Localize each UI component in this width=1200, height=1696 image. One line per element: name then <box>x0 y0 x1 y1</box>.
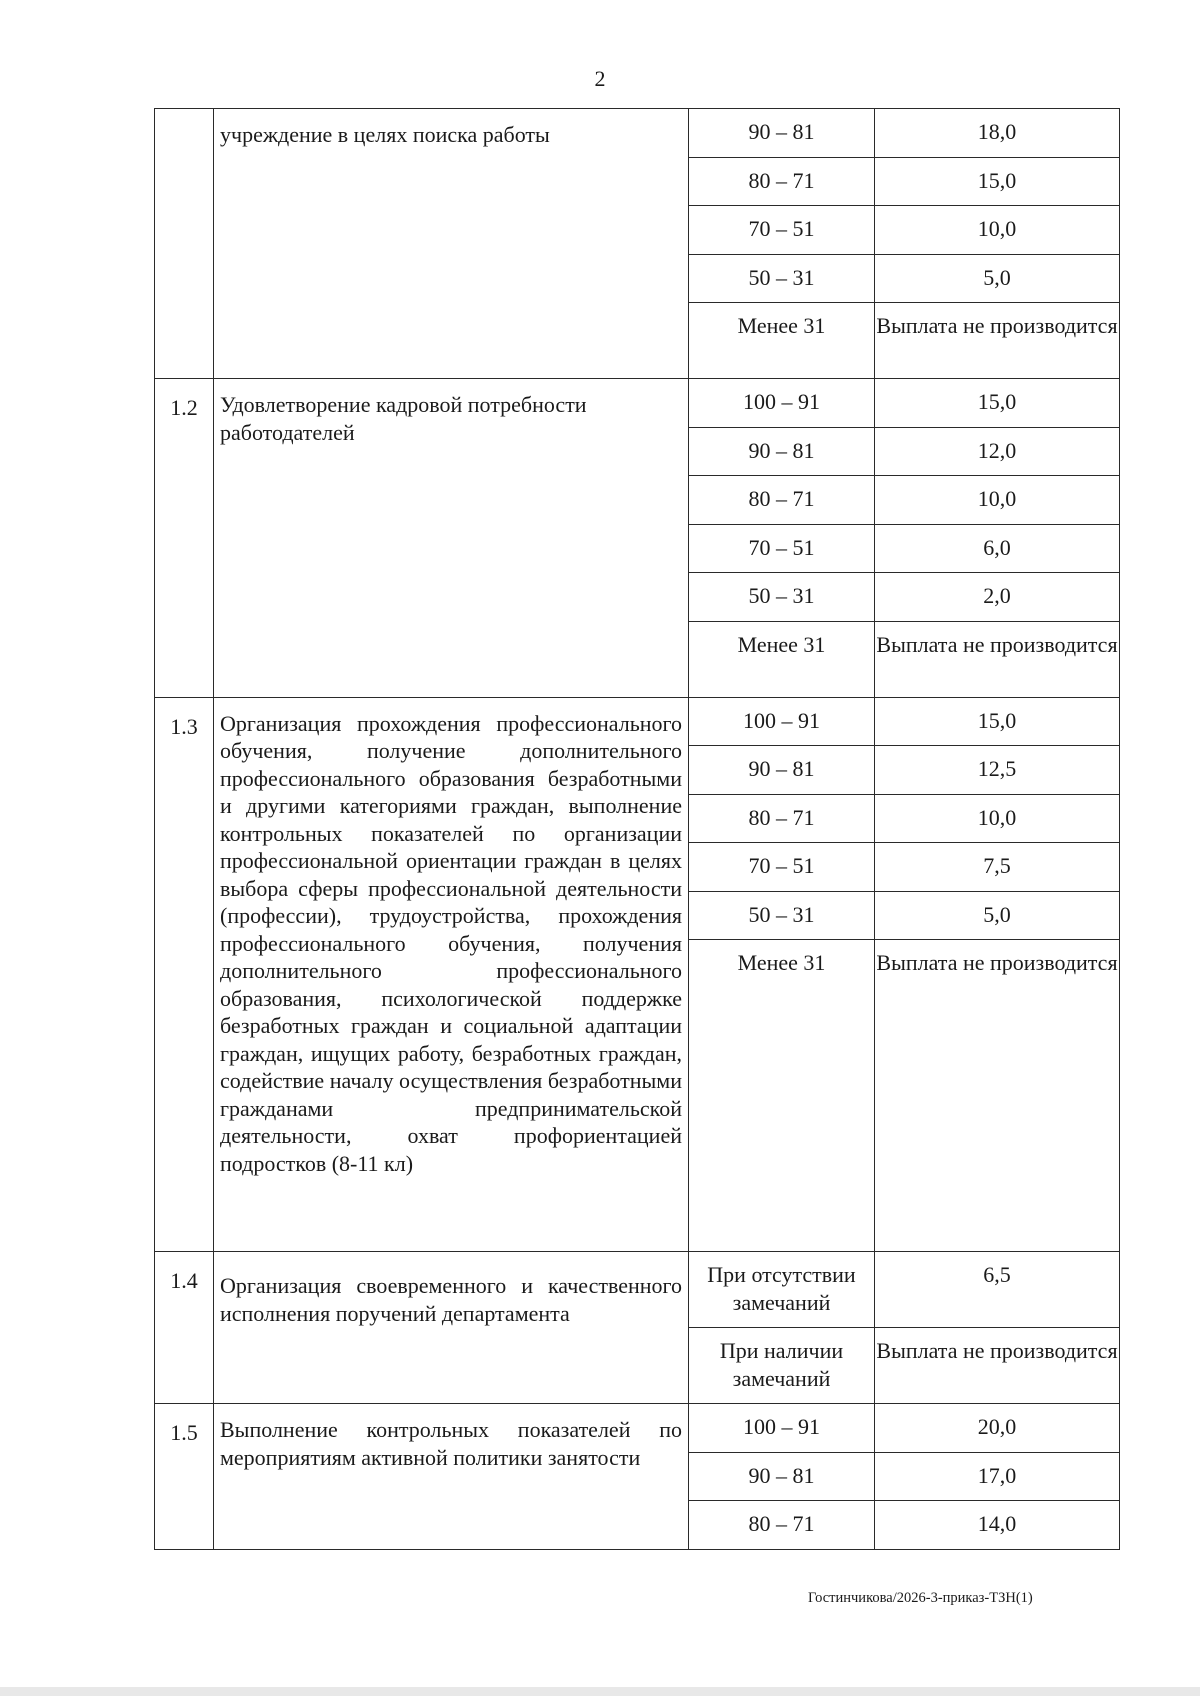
value-cell: 15,0 <box>875 157 1120 206</box>
value-cell: 15,0 <box>875 379 1120 428</box>
value-cell: 2,0 <box>875 573 1120 622</box>
description-text: Организация своевременного и качественного исполнения поручений департамента <box>220 1273 682 1326</box>
value-cell: 12,0 <box>875 427 1120 476</box>
value-cell: Выплата не производится <box>875 940 1120 1252</box>
value-cell: 6,5 <box>875 1252 1120 1328</box>
value-cell: 15,0 <box>875 697 1120 746</box>
range-cell: 100 – 91 <box>689 697 875 746</box>
range-cell: 90 – 81 <box>689 427 875 476</box>
item-description <box>214 1252 689 1404</box>
value-cell: 10,0 <box>875 476 1120 525</box>
range-cell: 50 – 31 <box>689 573 875 622</box>
table-row <box>155 379 1120 428</box>
range-cell: 80 – 71 <box>689 157 875 206</box>
item-number <box>155 109 214 379</box>
range-cell: Менее 31 <box>689 621 875 697</box>
range-cell: При наличии замечаний <box>689 1328 875 1404</box>
range-cell: 50 – 31 <box>689 891 875 940</box>
item-number: 1.2 <box>155 379 214 698</box>
item-description <box>214 379 689 698</box>
value-cell: 18,0 <box>875 109 1120 158</box>
table-row <box>155 109 1120 158</box>
range-cell: 90 – 81 <box>689 746 875 795</box>
value-cell: 7,5 <box>875 843 1120 892</box>
range-cell: 50 – 31 <box>689 254 875 303</box>
value-cell: 20,0 <box>875 1404 1120 1453</box>
value-cell: 14,0 <box>875 1501 1120 1550</box>
value-cell: 5,0 <box>875 254 1120 303</box>
description-text: Удовлетворение кадровой потребности работодателей <box>220 392 587 445</box>
document-footer: Гостинчикова/2026-3-приказ-ТЗН(1) <box>808 1590 1033 1606</box>
value-cell: Выплата не производится <box>875 621 1120 697</box>
range-cell: При отсутствии замечаний <box>689 1252 875 1328</box>
range-cell: 80 – 71 <box>689 1501 875 1550</box>
range-cell: 80 – 71 <box>689 476 875 525</box>
value-cell: 12,5 <box>875 746 1120 795</box>
value-cell: Выплата не производится <box>875 1328 1120 1404</box>
value-cell: 5,0 <box>875 891 1120 940</box>
range-cell: 100 – 91 <box>689 379 875 428</box>
value-cell: Выплата не производится <box>875 303 1120 379</box>
range-cell: 90 – 81 <box>689 1452 875 1501</box>
range-cell: Менее 31 <box>689 940 875 1252</box>
table-row <box>155 1404 1120 1453</box>
value-cell: 10,0 <box>875 794 1120 843</box>
range-cell: 70 – 51 <box>689 843 875 892</box>
value-cell: 6,0 <box>875 524 1120 573</box>
criteria-table <box>154 108 1120 1550</box>
range-cell: 90 – 81 <box>689 109 875 158</box>
value-cell: 17,0 <box>875 1452 1120 1501</box>
item-description <box>214 1404 689 1550</box>
description-text: учреждение в целях поиска работы <box>220 122 550 147</box>
range-cell: Менее 31 <box>689 303 875 379</box>
value-cell: 10,0 <box>875 206 1120 255</box>
scan-bottom-edge <box>0 1687 1200 1696</box>
item-number: 1.3 <box>155 697 214 1252</box>
item-number: 1.4 <box>155 1252 214 1404</box>
item-description <box>214 697 689 1252</box>
item-description <box>214 109 689 379</box>
table-row <box>155 1252 1120 1328</box>
item-number: 1.5 <box>155 1404 214 1550</box>
description-text: Организация прохождения профессионального обучения, получение дополнительного профессионального образования безработными и другими категориями граждан, выполнение контрольных показателей по организации профессиональной ориентации граждан в целях выбора сферы профессиональной деятельности (профессии), трудоустройства, прохождения профессионального обучения, получения дополнительного профессионального образования, психологической поддержке безработных граждан и социальной адаптации граждан, ищущих работу, безработных граждан, содействие началу осуществления безработными гражданами предпринимательской деятельности, охват профориентацией подростков (8-11 кл) <box>220 710 682 1176</box>
table-row <box>155 697 1120 746</box>
range-cell: 80 – 71 <box>689 794 875 843</box>
range-cell: 70 – 51 <box>689 206 875 255</box>
range-cell: 100 – 91 <box>689 1404 875 1453</box>
range-cell: 70 – 51 <box>689 524 875 573</box>
page-number: 2 <box>594 66 606 91</box>
description-text: Выполнение контрольных показателей по мероприятиям активной политики занятости <box>220 1417 682 1470</box>
